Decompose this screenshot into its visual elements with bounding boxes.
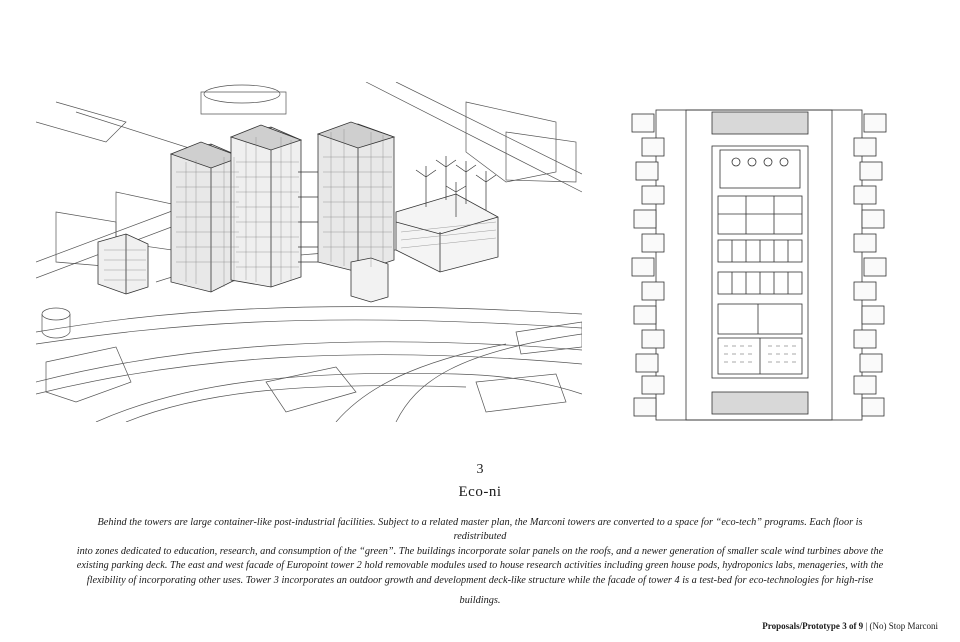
body-line: flexibility of incorporating other uses. Tower 3 incorporates an outdoor growth and development deck-like structure while the facade of tower 4 is a test-bed for eco-technologies for high-rise (86, 574, 874, 586)
footer-separator: | (865, 621, 868, 631)
axonometric-drawing (36, 82, 582, 422)
body-line: existing parking deck. The east and west facade of Europoint tower 2 hold removable modules used to house research activities including green house pods, hydroponics labs, menageries, with the (76, 560, 884, 572)
section-number: 3 (476, 462, 484, 477)
footer-section-label: Proposals/Prototype (762, 621, 840, 631)
body-text (76, 516, 884, 608)
footer-page-number: 3 of 9 (842, 621, 864, 631)
page-footer (762, 621, 938, 631)
body-line: Behind the towers are large container-like post-industrial facilities. Subject to a related master plan, the Marconi towers are converted to a space for “eco-tech” programs. Each floor is redistributed (97, 517, 863, 543)
body-line: into zones dedicated to education, research, and consumption of the “green”. The buildings incorporate solar panels on the roofs, and a newer generation of smaller scale wind turbines above the (76, 545, 884, 557)
section-title: Eco-ni (458, 484, 502, 500)
body-line: buildings. (459, 595, 501, 607)
footer-project-name: (No) Stop Marconi (869, 621, 938, 631)
floor-plan-drawing (628, 108, 890, 422)
